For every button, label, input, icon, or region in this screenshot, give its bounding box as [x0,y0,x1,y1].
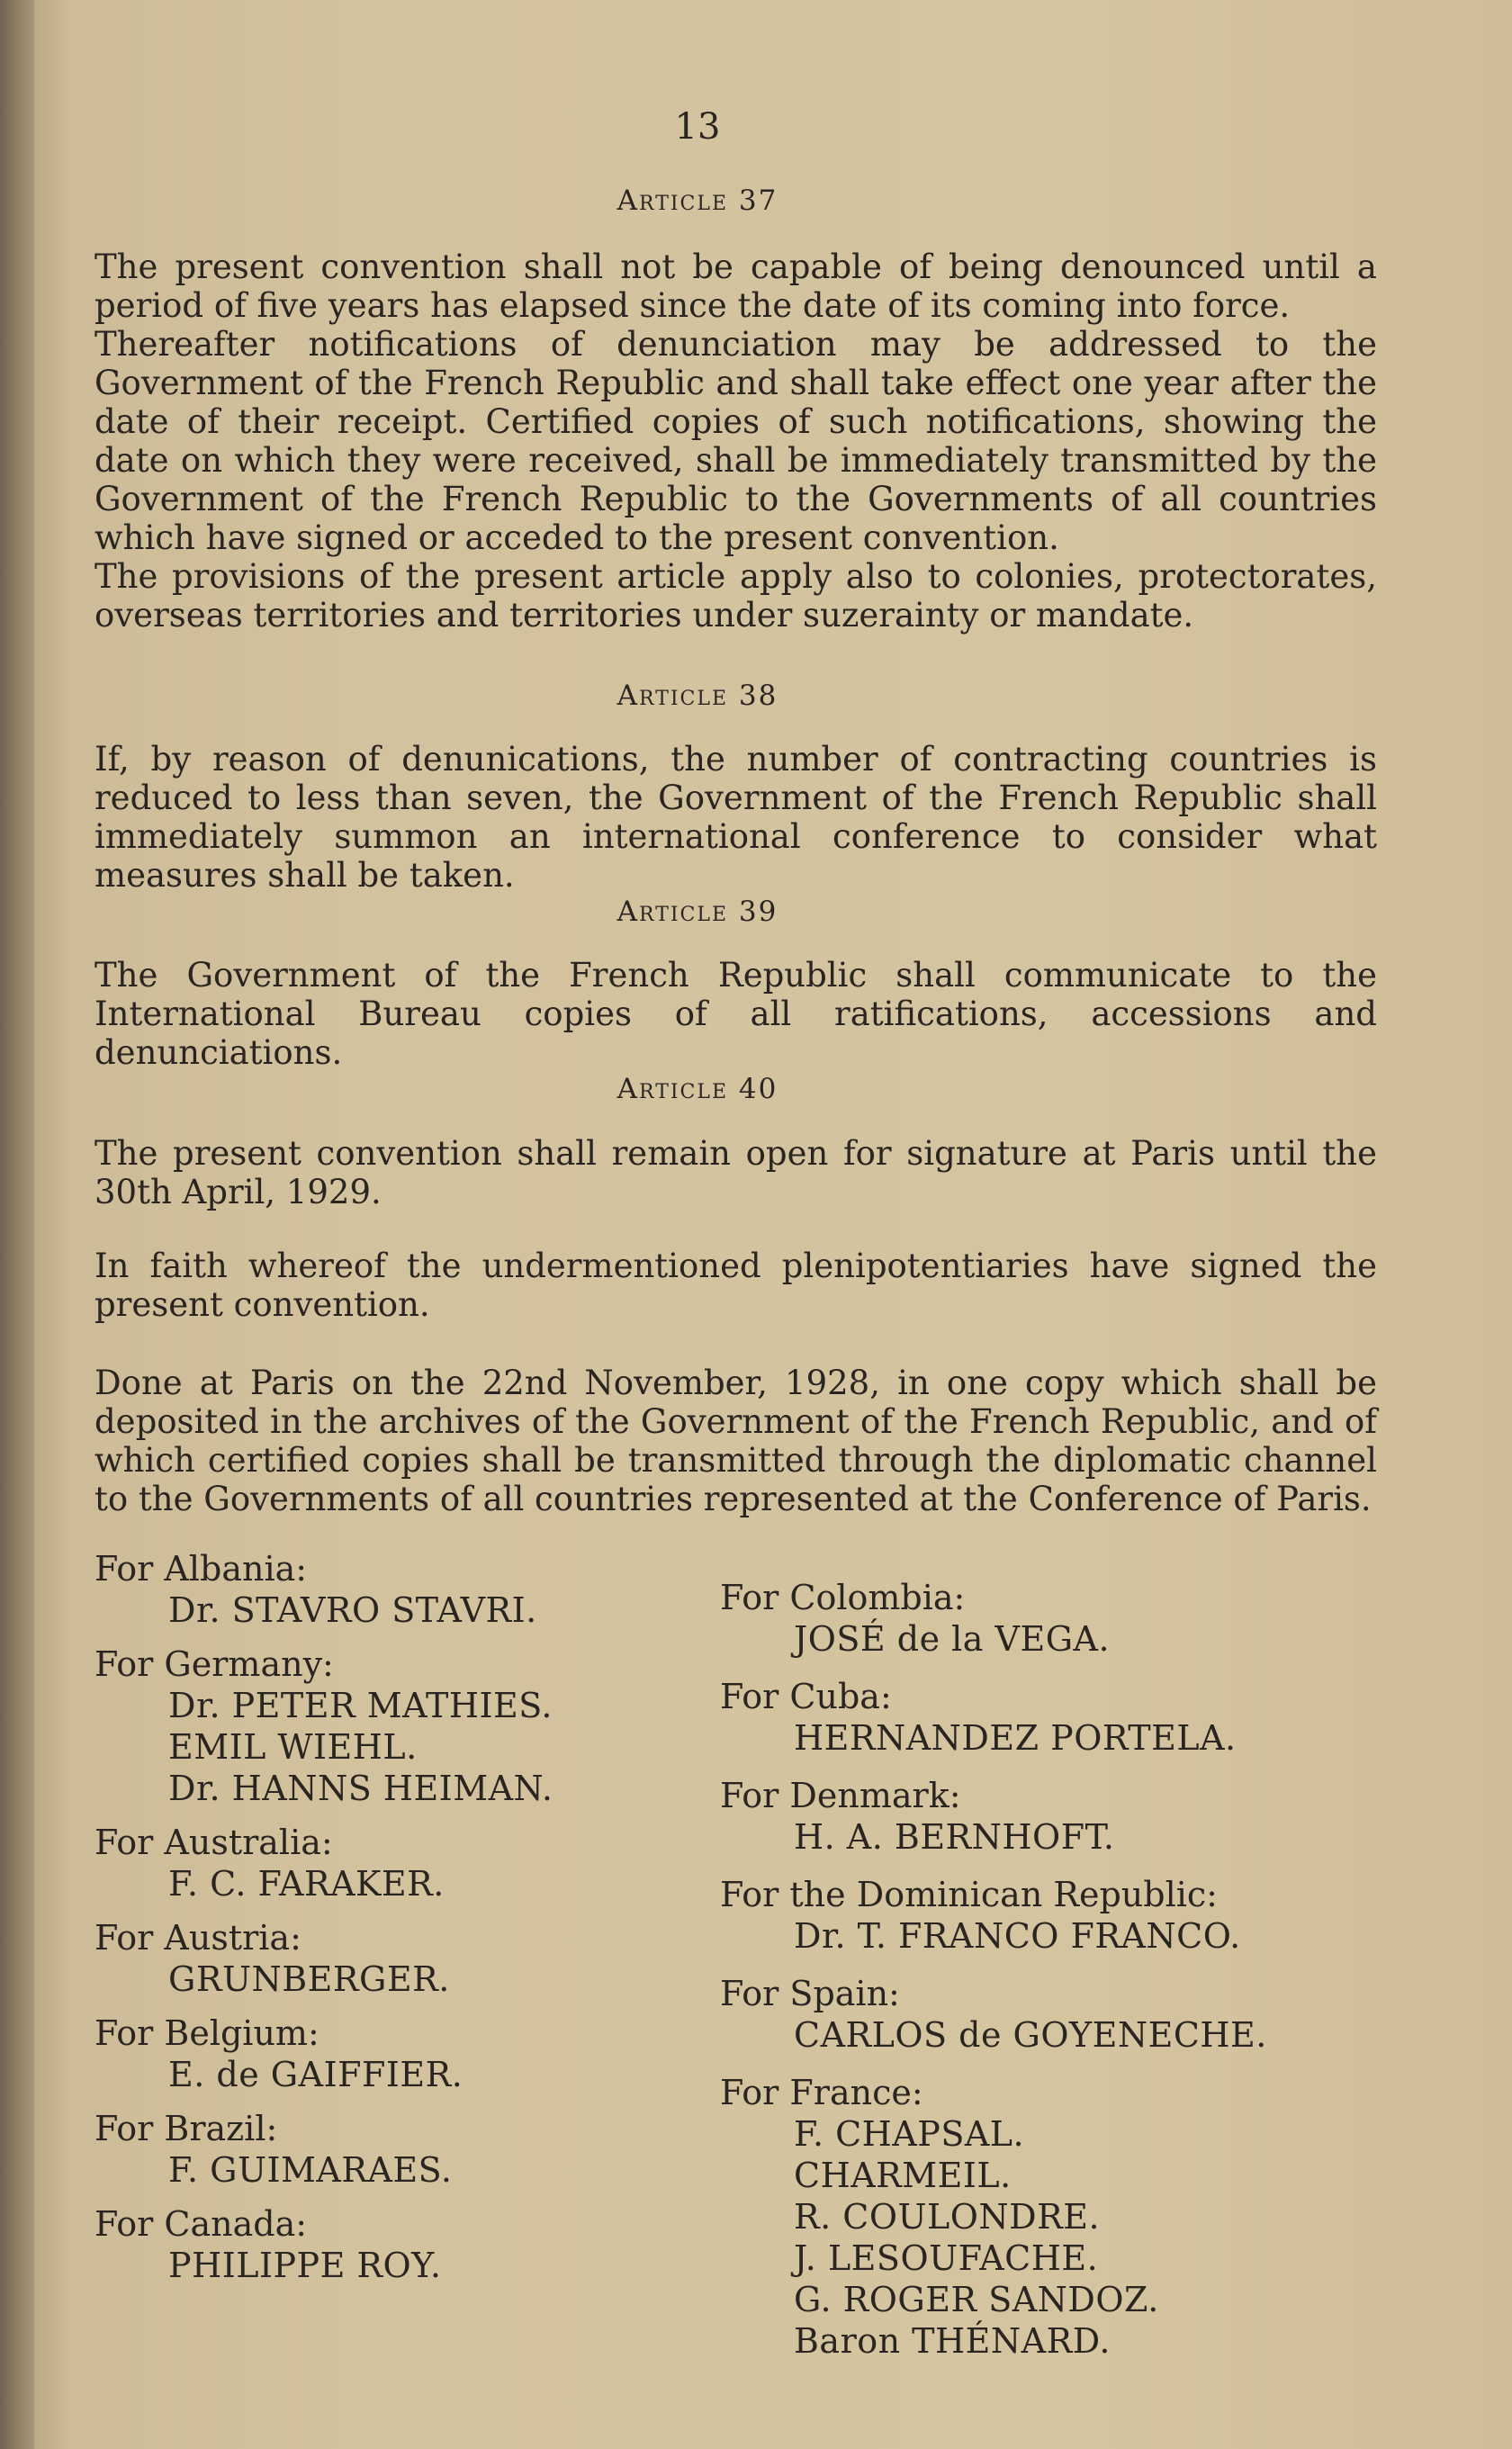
signatories-left-column [94,1548,688,2299]
delegate-name: CHARMEIL. [794,2156,1012,2195]
article-37-paragraph-3: The provisions of the present article apply also to colonies, protectorates, overseas territories and territories under suzerainty or mandate. [94,557,1377,635]
delegate-name: E. de GAIFFIER. [168,2055,464,2094]
signatory-country: For Cuba: [720,1677,892,1716]
delegate-name: Dr. HANNS HEIMAN. [168,1769,554,1808]
delegate-name: F. C. FARAKER. [168,1864,445,1904]
delegate-name: F. CHAPSAL. [794,2114,1025,2154]
signatory-delegates [94,1685,688,1809]
article-37-title: Article 37 [616,185,778,217]
delegate-name: JOSÉ de la VEGA. [794,1619,1111,1659]
signatory-delegates [94,2149,688,2191]
signatory-country: For Canada: [94,2204,308,2244]
delegate-name: Dr. T. FRANCO FRANCO. [794,1916,1241,1956]
delegate-name: F. GUIMARAES. [168,2150,453,2190]
delegate-name: HERNANDEZ PORTELA. [794,1718,1237,1758]
signatory-entry [94,1917,688,2000]
signatory-entry [94,1643,688,1809]
signatory-country: For Spain: [720,1974,900,2013]
signatory-delegates [94,1863,688,1904]
delegate-name: EMIL WIEHL. [168,1727,418,1767]
page-number: 13 [674,106,721,148]
signatory-country: For Colombia: [720,1578,966,1617]
signatory-entry [94,2012,688,2095]
delegate-name: CARLOS de GOYENECHE. [794,2015,1267,2055]
signatory-entry [720,1775,1368,1858]
delegate-name: H. A. BERNHOFT. [794,1817,1115,1857]
signatory-country: For Germany: [94,1644,334,1684]
signatory-entry [720,1577,1368,1660]
signatory-delegates [94,1958,688,2000]
signatory-country: For the Dominican Republic: [720,1875,1218,1914]
article-39-paragraph-1: The Government of the French Republic shall communicate to the International Bureau copies of all ratifications, accessions and denunciations. [94,956,1377,1072]
delegate-name: Dr. PETER MATHIES. [168,1686,553,1725]
signatory-country: For Albania: [94,1549,308,1589]
delegate-name: Dr. STAVRO STAVRI. [168,1590,537,1630]
signatory-entry [94,2108,688,2191]
signatory-country: For Belgium: [94,2013,320,2053]
delegate-name: G. ROGER SANDOZ. [794,2280,1159,2319]
article-40-paragraph-1: The present convention shall remain open for signature at Paris until the 30th April, 1929. [94,1134,1377,1211]
delegate-name: GRUNBERGER. [168,1959,450,1999]
signatory-country: For Australia: [94,1823,333,1862]
in-faith-paragraph: In faith whereof the undermentioned plenipotentiaries have signed the present convention. [94,1247,1377,1324]
signatory-delegates [720,1717,1368,1759]
signatory-delegates [720,1816,1368,1858]
delegate-name: R. COULONDRE. [794,2197,1101,2237]
article-40-title: Article 40 [616,1073,778,1105]
signatory-entry [720,2072,1368,2362]
page-binding-shadow [0,0,34,2449]
signatories-right-column [720,1577,1368,2378]
signatory-country: For Brazil: [94,2109,278,2148]
signatory-delegates [94,1589,688,1631]
done-at-paris-paragraph: Done at Paris on the 22nd November, 1928, in one copy which shall be deposited in the archives of the Government of the French Republic, and of which certified copies shall be transmitted through the diplomatic channel to the Governments of all countries represented at the Conference of Paris. [94,1364,1377,1518]
signatory-country: For France: [720,2073,923,2112]
article-38-title: Article 38 [616,680,778,712]
signatory-delegates [94,2245,688,2286]
article-37-paragraph-1: The present convention shall not be capable of being denounced until a period of five years has elapsed since the date of its coming into force. [94,248,1377,325]
signatory-entry [94,2203,688,2286]
signatory-delegates [720,1915,1368,1957]
signatory-delegates [94,2054,688,2095]
signatory-entry [720,1973,1368,2056]
signatory-delegates [720,2113,1368,2362]
article-38-paragraph-1: If, by reason of denunications, the number of contracting countries is reduced to less than seven, the Government of the French Republic shall immediately summon an international conference to consider what measures shall be taken. [94,740,1377,895]
signatory-entry [720,1874,1368,1957]
signatory-entry [94,1822,688,1904]
article-39-title: Article 39 [616,896,778,928]
delegate-name: J. LESOUFACHE. [794,2238,1099,2278]
delegate-name: PHILIPPE ROY. [168,2246,442,2285]
signatory-delegates [720,2014,1368,2056]
signatory-entry [720,1676,1368,1759]
signatory-country: For Austria: [94,1918,302,1958]
signatory-country: For Denmark: [720,1776,961,1815]
article-37-paragraph-2: Thereafter notifications of denunciation may be addressed to the Government of the French Republic and shall take effect one year after the date of their receipt. Certified copies of such notifications, showing the date on which they were received, shall be immediately transmitted by the Government of the French Republic to the Governments of all countries which have signed or acceded to the present convention. [94,325,1377,557]
signatory-delegates [720,1618,1368,1660]
signatory-entry [94,1548,688,1631]
delegate-name: Baron THÉNARD. [794,2321,1111,2361]
